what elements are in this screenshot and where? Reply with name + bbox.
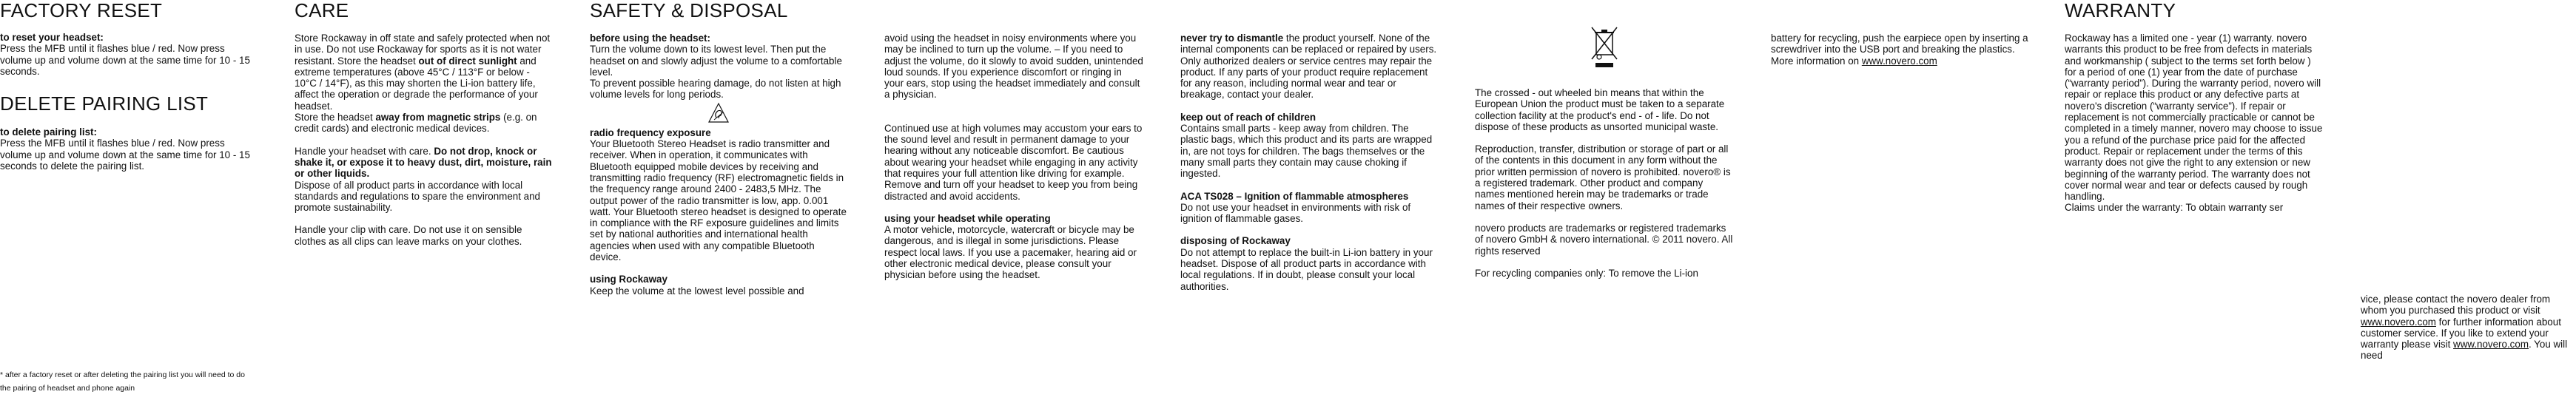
- warranty-cont-body: vice, please contact the novero dealer from whom you purchased this product or visit www.novero.com for further information about customer service. If you like to extend your warranty please visit www.novero.com. You will need: [2361, 294, 2568, 362]
- children-subheading: keep out of reach of children: [1180, 111, 1316, 123]
- warranty-body: Rockaway has a limited one - year (1) warranty. novero warrants this product to be free from defects in materials and workmanship ( subject to the terms set forth below ) for a period of one (1) year from the date of purchase (“warranty period”). During the warranty period, novero will repair or replace this product or any defective parts at novero's discretion (“warranty service”). If repair or replacement is not commercially practicable or cannot be completed in a timely manner, novero may choose to issue you a refund of the purchase price paid for the affected product. Repair or replacement under the terms of this warranty does not give the right to any extension or new beginning of the warranty period. The warranty does not cover normal wear and tear or defects caused by rough handling.: [2065, 33, 2323, 203]
- rf-body: Your Bluetooth Stereo Headset is radio transmitter and receiver. When in operation, it communicates with Bluetooth equipped mobile devices by receiving and transmitting radio frequency (RF) electromagnetic fields in the frequency range around 2400 - 2483,5 MHz. The output power of the radio transmitter is low, app. 0.001 watt. Your Bluetooth stereo headset is designed to operate in compliance with the RF exposure guidelines and limits set by national authorities and international health agencies when used with any compatible Bluetooth device.: [590, 138, 847, 263]
- operating-subheading: using your headset while operating: [884, 212, 1051, 224]
- novero-link-3[interactable]: www.novero.com: [2453, 339, 2529, 350]
- delete-subheading: to delete pairing list:: [0, 126, 97, 138]
- aca-subheading: ACA TS028 – Ignition of flammable atmospheres: [1180, 190, 1409, 202]
- operating-body: A motor vehicle, motorcycle, watercraft or bicycle may be dangerous, and is illegal in some jurisdictions. Please respect local laws. If you use a pacemaker, hearing aid or other electronic medical device, please consult your physician before using the headset.: [884, 224, 1137, 281]
- crossed-out-bin-icon: [1590, 25, 1619, 68]
- hearing-warning-icon: [707, 102, 730, 124]
- delete-body: Press the MFB until it flashes blue / red. Now press volume up and volume down at the same time for 10 - 15 seconds to delete the pairing list.: [0, 138, 250, 172]
- column-factory-reset: [0, 0, 255, 395]
- using-rockaway-body: Keep the volume at the lowest level possible and: [590, 285, 804, 297]
- care-p3b: Dispose of all product parts in accordance with local standards and regulations to spare the environment and promote sustainability.: [295, 179, 541, 214]
- footnote: * after a factory reset or after deleting the pairing list you will need to do the pairing of headset and phone again: [0, 370, 245, 393]
- using-rockaway-subheading: using Rockaway: [590, 274, 667, 285]
- novero-link-2[interactable]: www.novero.com: [2361, 316, 2436, 328]
- disposing-subheading: disposing of Rockaway: [1180, 235, 1291, 247]
- column-recycling-cont: [1771, 0, 2030, 67]
- factory-reset-title: FACTORY RESET: [0, 0, 163, 21]
- children-body: Contains small parts - keep away from children. The plastic bags, which this product and its parts are wrapped in, are not toys for children. The bags themselves or the many small parts they contain may cause choking if ingested.: [1180, 123, 1433, 180]
- more-info: More information on www.novero.com: [1771, 55, 1937, 67]
- novero-link[interactable]: www.novero.com: [1861, 55, 1937, 67]
- care-p2: Store the headset away from magnetic strips (e.g. on credit cards) and electronic medical devices.: [295, 112, 537, 135]
- care-p4: Handle your clip with care. Do not use it on sensible clothes as all clips can leave marks on your clothes.: [295, 224, 522, 247]
- column-safety: [590, 0, 847, 297]
- before-using-subheading: before using the headset:: [590, 33, 710, 44]
- warranty-title: WARRANTY: [2065, 0, 2176, 21]
- reproduction-body: Reproduction, transfer, distribution or storage of part or all of the contents in this document in any form without the prior written permission of novero is prohibited. novero® is a registered trademark. Other product and company names mentioned herein may be trademarks or trade names of their respective owners.: [1475, 143, 1731, 211]
- hearing-damage-body: To prevent possible hearing damage, do not listen at high volume levels for long periods.: [590, 78, 841, 101]
- aca-body: Do not use your headset in environments with risk of ignition of flammable gases.: [1180, 201, 1411, 225]
- rf-subheading: radio frequency exposure: [590, 126, 711, 138]
- warranty-claims: Claims under the warranty: To obtain warranty ser: [2065, 202, 2284, 214]
- column-safety-cont: [884, 0, 1143, 281]
- column-warranty: [2065, 0, 2324, 214]
- delete-pairing-title: DELETE PAIRING LIST: [0, 92, 209, 115]
- dismantle-body: never try to dismantle the product yourself. None of the internal components can be replaced or repaired by users. Only authorized dealers or service centres may repair the product. If any parts of your product require replacement for any reason, including normal wear and tear or breakage, contact your dealer.: [1180, 33, 1437, 101]
- safety-p2: Continued use at high volumes may accustom your ears to the sound level and result in permanent damage to your hearing without any noticeable discomfort. Be cautious about wearing your headset while engaging in any activity that requires your full attention like driving for example. Remove and turn off your headset to keep you from being distracted and avoid accidents.: [884, 122, 1143, 202]
- recycling-cont-body: battery for recycling, push the earpiece open by inserting a screwdriver into the USB port and breaking the plastics.: [1771, 33, 2028, 55]
- before-using-body: Turn the volume down to its lowest level. Then put the headset on and slowly adjust the volume to a comfortable level.: [590, 44, 842, 78]
- care-p3: Handle your headset with care. Do not drop, knock or shake it, or expose it to heavy dust, dirt, moisture, rain or other liquids.: [295, 145, 552, 180]
- reset-subheading: to reset your headset:: [0, 32, 104, 43]
- safety-p1: avoid using the headset in noisy environments where you may be inclined to turn up the volume. – If you need to adjust the volume, do it slowly to avoid sudden, unintended loud sounds. If you experience discomfort or ringing in your ears, stop using the headset immediately and consult a physician.: [884, 33, 1143, 101]
- column-care: [295, 0, 552, 247]
- disposing-body: Do not attempt to replace the built-in Li-ion battery in your headset. Dispose of all product parts in accordance with local regulations. If in doubt, please consult your local authorities.: [1180, 246, 1433, 292]
- column-weee: [1475, 0, 1734, 279]
- column-warranty-cont: [2361, 0, 2575, 362]
- safety-title: SAFETY & DISPOSAL: [590, 0, 788, 21]
- reset-body: Press the MFB until it flashes blue / red. Now press volume up and volume down at the same time for 10 - 15 seconds.: [0, 43, 250, 77]
- weee-body: The crossed - out wheeled bin means that within the European Union the product must be taken to a separate collection facility at the product's end - of - life. Do not dispose of these products as unsorted municipal waste.: [1475, 87, 1725, 132]
- care-p1: Store Rockaway in off state and safely protected when not in use. Do not use Rockaway for sports as it is not water resistant. Store the headset out of direct sunlight and extreme temperatures (above 45°C / 113°F or below - 10°C / 14°F), as this may shorten the Li-ion battery life, affect the operation or degrade the performance of your headset.: [295, 33, 551, 112]
- recycling-body: For recycling companies only: To remove the Li-ion: [1475, 267, 1698, 279]
- care-title: CARE: [295, 0, 349, 21]
- trademark-body: novero products are trademarks or registered trademarks of novero GmbH & novero international. © 2011 novero. All rights reserved: [1475, 222, 1733, 257]
- column-dismantle: [1180, 0, 1438, 292]
